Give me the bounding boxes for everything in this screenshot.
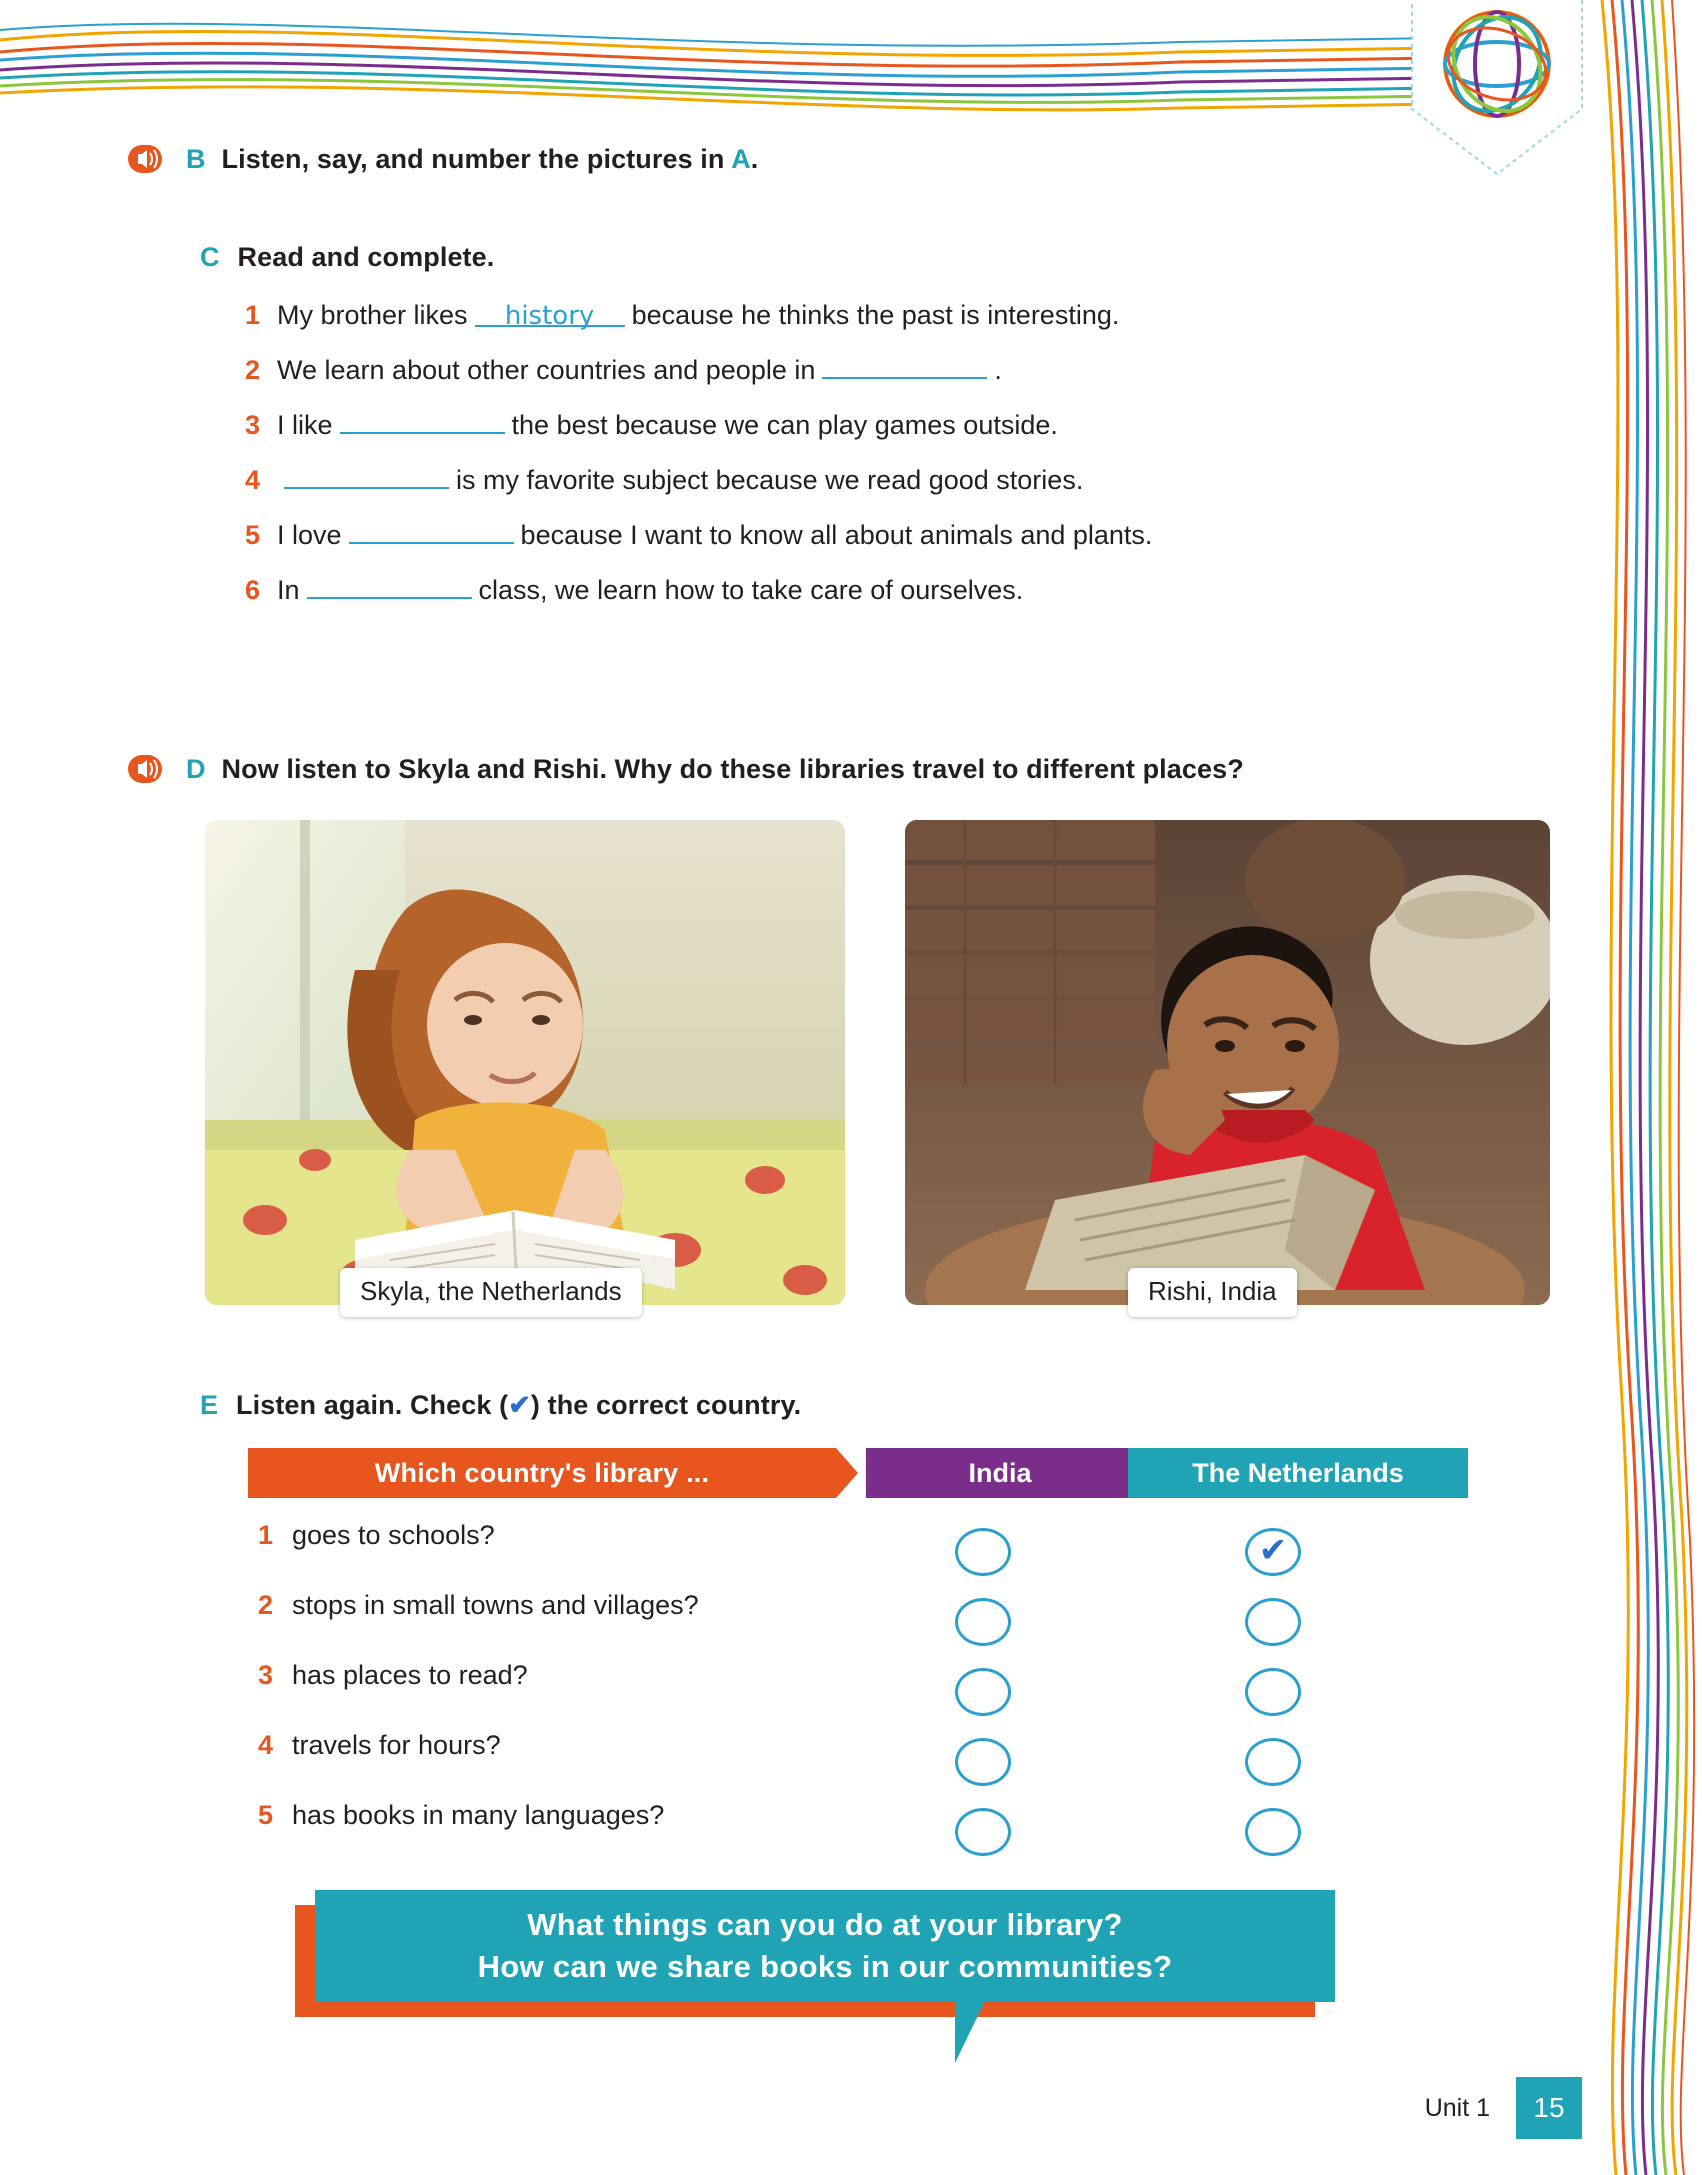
- exercise-c-instruction: Read and complete.: [237, 242, 495, 272]
- item-number: 1: [245, 300, 261, 330]
- exercise-c-items: [245, 300, 1445, 628]
- item-number: 4: [245, 465, 261, 495]
- checkbox-netherlands-2[interactable]: [1245, 1598, 1301, 1646]
- item-text-post: because he thinks the past is interesting.: [631, 300, 1120, 330]
- audio-speaker-icon[interactable]: [128, 752, 170, 786]
- item-number: 6: [245, 575, 261, 605]
- table-header-netherlands: The Netherlands: [1128, 1448, 1468, 1498]
- exercise-e-questions: [258, 1520, 958, 1870]
- exercise-e-instruction-end: ) the correct country.: [530, 1390, 802, 1420]
- list-item: [245, 408, 1445, 441]
- answer-blank[interactable]: [284, 463, 449, 489]
- item-text-post: .: [994, 355, 1002, 385]
- question-text: travels for hours?: [292, 1730, 501, 1760]
- table-row: [258, 1660, 958, 1730]
- check-icon: ✔: [508, 1390, 531, 1420]
- table-header-india: India: [866, 1448, 1134, 1498]
- list-item: [245, 573, 1445, 606]
- question-text: goes to schools?: [292, 1520, 495, 1550]
- photo-skyla: [205, 820, 845, 1305]
- exercise-c-heading: [200, 242, 494, 273]
- callout-line-1: What things can you do at your library?: [527, 1907, 1123, 1943]
- checkbox-netherlands-4[interactable]: [1245, 1738, 1301, 1786]
- exercise-b-reference: A: [731, 143, 751, 174]
- exercise-c-letter: C: [200, 242, 220, 272]
- callout-tail: [955, 2001, 985, 2063]
- table-row: [258, 1520, 958, 1590]
- exercise-d-instruction: Now listen to Skyla and Rishi. Why do these libraries travel to different places?: [221, 753, 1244, 784]
- table-header-question: Which country's library ...: [248, 1448, 836, 1498]
- item-number: 2: [245, 355, 261, 385]
- audio-speaker-icon[interactable]: [128, 142, 170, 176]
- exercise-d-letter: D: [186, 753, 206, 784]
- answer-blank[interactable]: [340, 408, 505, 434]
- checkbox-india-3[interactable]: [955, 1668, 1011, 1716]
- answer-column-netherlands: [1245, 1528, 1315, 1878]
- callout-line-2: How can we share books in our communities?: [477, 1949, 1173, 1984]
- item-number: 3: [245, 410, 261, 440]
- item-text-post: class, we learn how to take care of ourselves.: [478, 575, 1024, 605]
- exercise-b-instruction-end: .: [750, 143, 759, 174]
- item-number: 2: [258, 1590, 274, 1620]
- list-item: [245, 463, 1445, 496]
- answer-blank[interactable]: [349, 518, 514, 544]
- table-row: [258, 1590, 958, 1660]
- discussion-callout: [315, 1890, 1335, 2002]
- item-number: 4: [258, 1730, 274, 1760]
- item-text-pre: We learn about other countries and people in: [277, 355, 816, 385]
- answer-blank[interactable]: [307, 573, 472, 599]
- answer-blank[interactable]: [822, 353, 987, 379]
- photo-caption-rishi: Rishi, India: [1128, 1268, 1297, 1317]
- exercise-b-heading: [128, 142, 758, 176]
- exercise-d-heading: [128, 752, 1244, 786]
- footer-unit-label: Unit 1: [1424, 2094, 1490, 2122]
- table-row: [258, 1730, 958, 1800]
- photo-rishi: [905, 820, 1550, 1305]
- checkbox-netherlands-5[interactable]: [1245, 1808, 1301, 1856]
- exercise-b-instruction: Listen, say, and number the pictures in: [221, 143, 732, 174]
- list-item: [245, 300, 1445, 331]
- table-row: [258, 1800, 958, 1870]
- answer-column-india: [955, 1528, 1025, 1878]
- exercise-e-heading: [200, 1390, 801, 1421]
- exercise-b-letter: B: [186, 143, 206, 174]
- check-icon: ✔: [1258, 1531, 1288, 1570]
- photo-caption-skyla: Skyla, the Netherlands: [340, 1268, 642, 1317]
- item-number: 5: [258, 1800, 274, 1830]
- exercise-e-instruction: Listen again. Check (: [236, 1390, 509, 1420]
- question-text: has books in many languages?: [292, 1800, 665, 1830]
- checkbox-netherlands-3[interactable]: [1245, 1668, 1301, 1716]
- list-item: [245, 353, 1445, 386]
- checkbox-india-5[interactable]: [955, 1808, 1011, 1856]
- item-text-pre: I love: [277, 520, 342, 550]
- item-text-pre: In: [277, 575, 300, 605]
- item-number: 5: [245, 520, 261, 550]
- question-text: stops in small towns and villages?: [292, 1590, 699, 1620]
- checkbox-netherlands-1[interactable]: [1245, 1528, 1301, 1576]
- item-text-pre: My brother likes: [277, 300, 468, 330]
- exercise-e-letter: E: [200, 1390, 219, 1420]
- item-number: 3: [258, 1660, 274, 1690]
- checkbox-india-2[interactable]: [955, 1598, 1011, 1646]
- footer-page-number: 15: [1516, 2077, 1582, 2139]
- list-item: [245, 518, 1445, 551]
- item-text-post: because I want to know all about animals and plants.: [520, 520, 1153, 550]
- item-text-pre: I like: [277, 410, 333, 440]
- item-text-post: the best because we can play games outside.: [511, 410, 1058, 440]
- answer-blank[interactable]: history: [475, 301, 625, 327]
- checkbox-india-1[interactable]: [955, 1528, 1011, 1576]
- item-text-post: is my favorite subject because we read good stories.: [456, 465, 1084, 495]
- item-number: 1: [258, 1520, 274, 1550]
- question-text: has places to read?: [292, 1660, 528, 1690]
- checkbox-india-4[interactable]: [955, 1738, 1011, 1786]
